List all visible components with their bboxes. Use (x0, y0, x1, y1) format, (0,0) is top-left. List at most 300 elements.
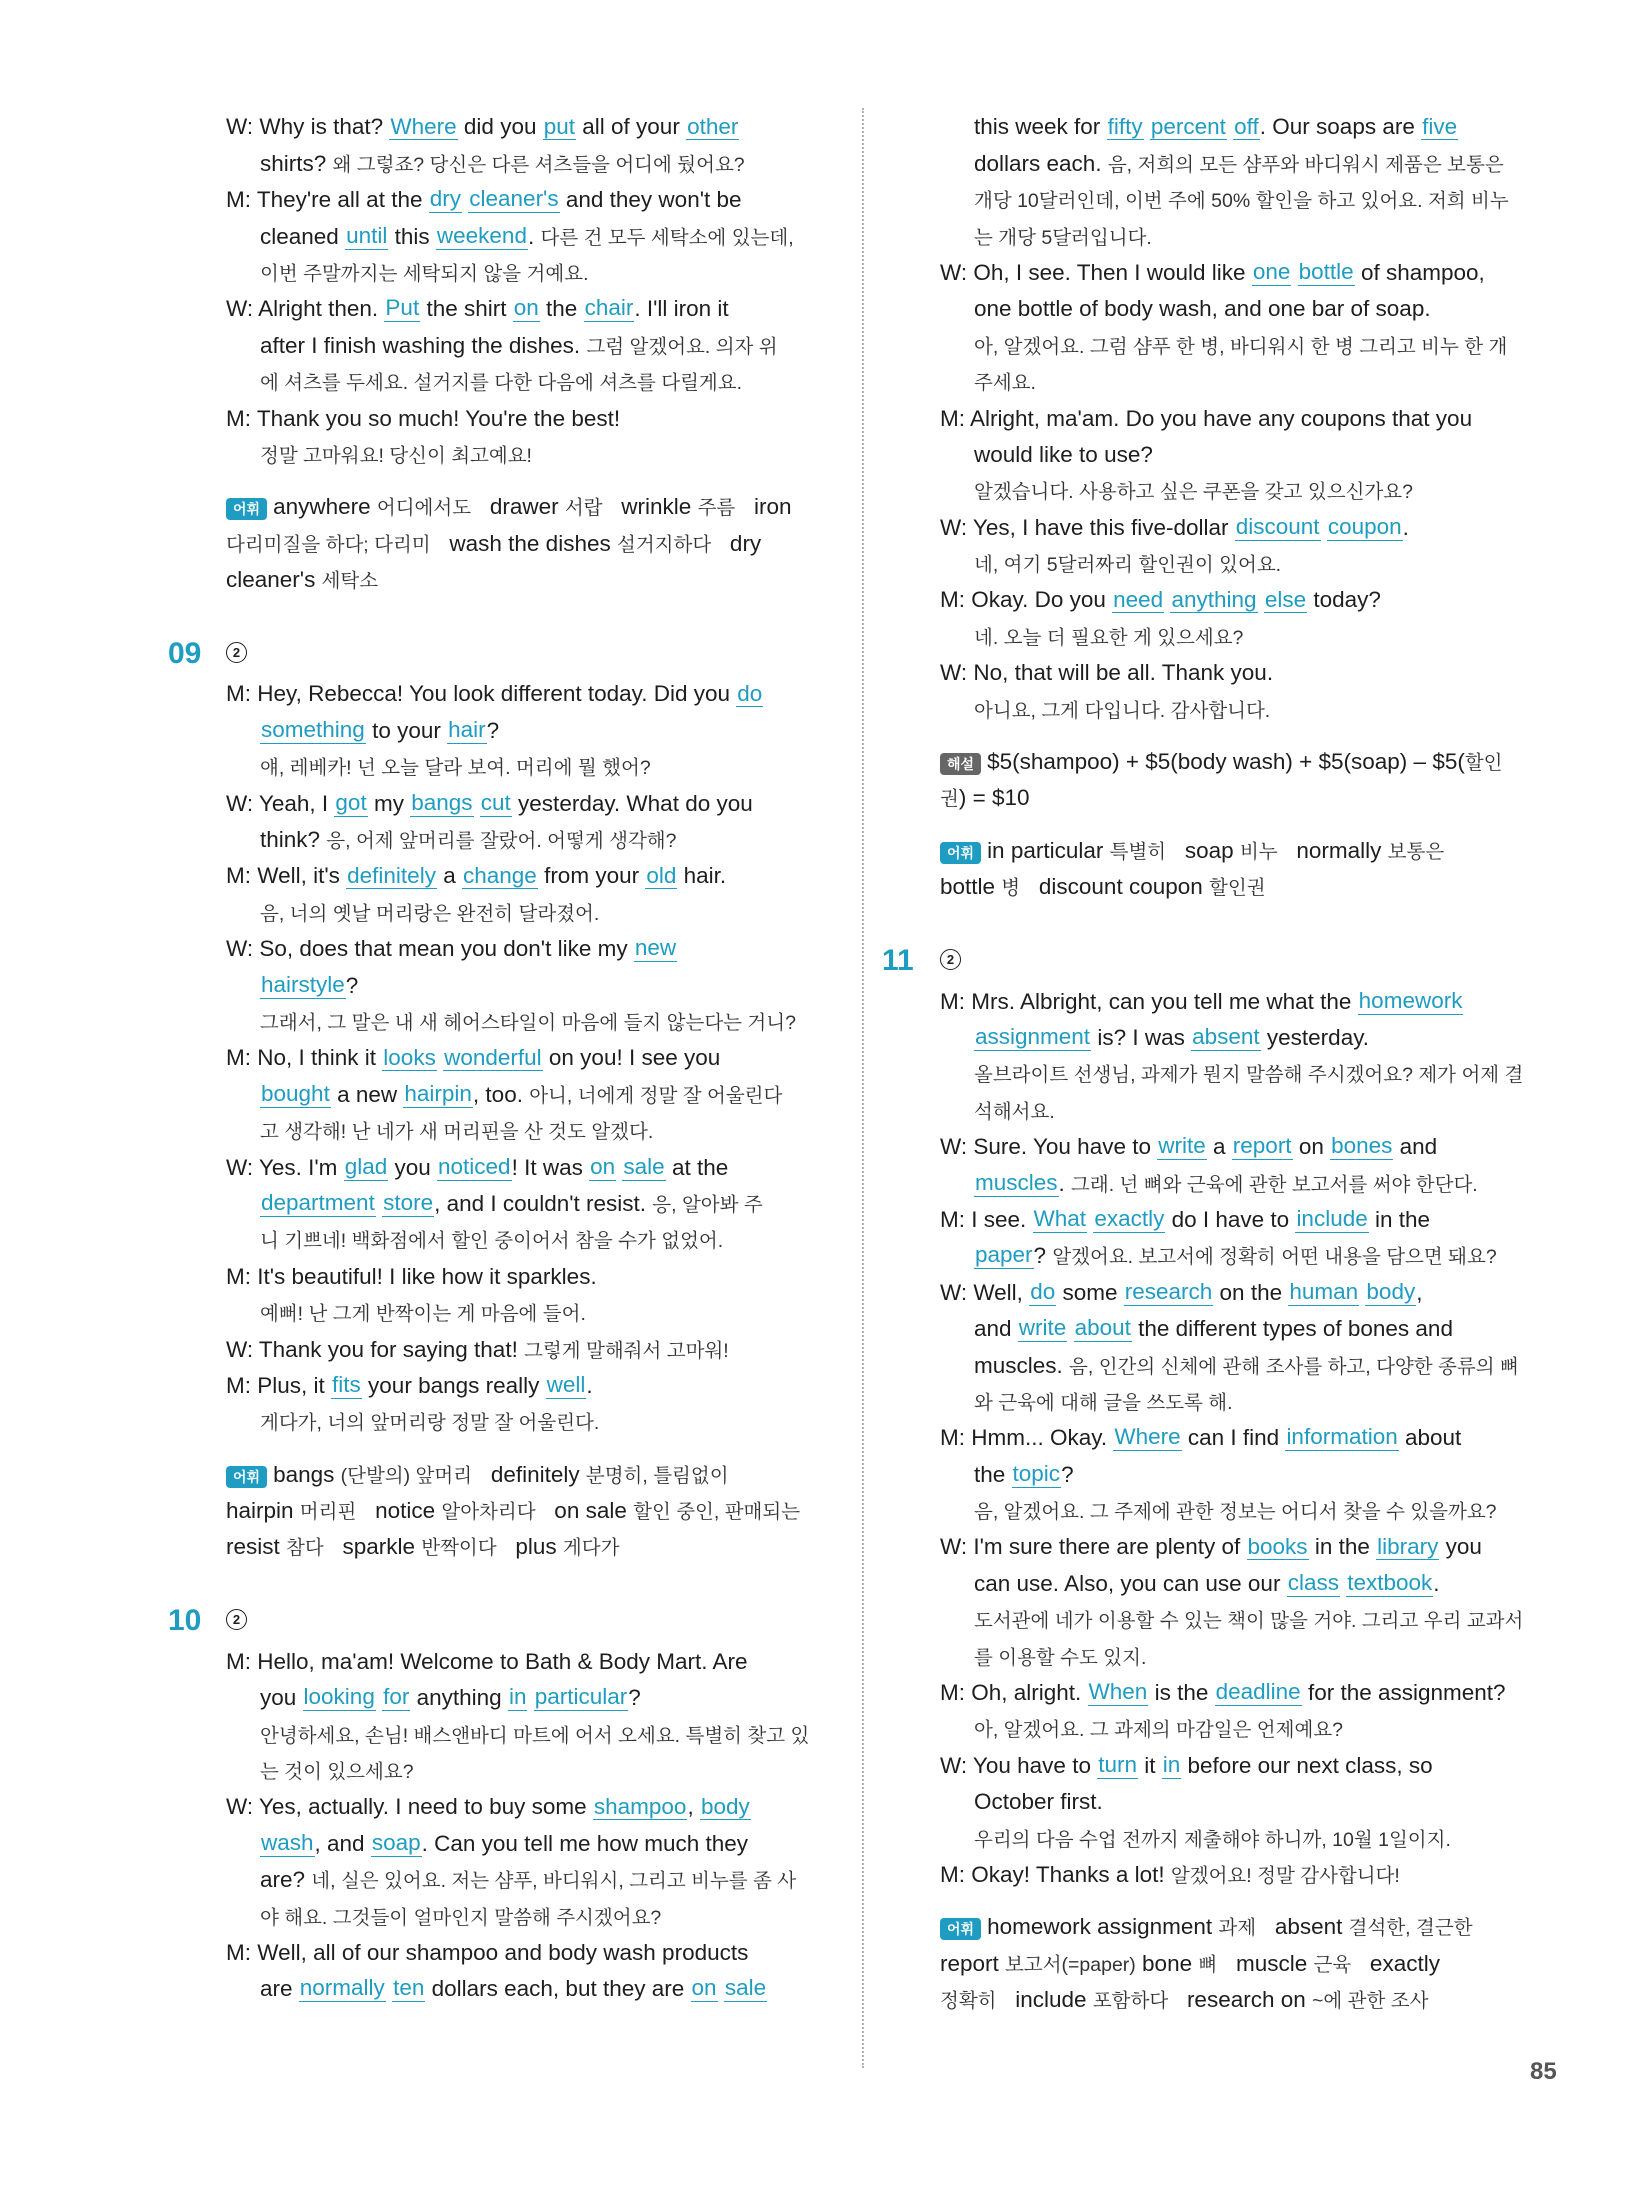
text: 와 근육에 대해 글을 쓰도록 해. (974, 1391, 1233, 1414)
translation-line (940, 1633, 1558, 1669)
text: 네, 여기 5달러짜리 할인권이 있어요. (974, 554, 1282, 577)
dialogue-line (940, 250, 1558, 286)
spacer (940, 811, 1558, 827)
blank-answer: exactly (1094, 1206, 1165, 1232)
text: after I finish washing the dishes. (260, 332, 587, 358)
text: , (687, 1794, 700, 1820)
dialogue-line (940, 775, 1558, 811)
blank-answer: bought (261, 1080, 330, 1106)
korean-text: ~에 관한 조사 (1312, 1990, 1429, 2013)
dialogue-line (940, 827, 1558, 863)
korean-text: 그럼 알겠어요. 의자 위 (586, 335, 778, 358)
dialogue-line (226, 1253, 839, 1289)
text: yesterday. (1260, 1024, 1370, 1050)
text: you (260, 1685, 303, 1711)
dialogue-line (226, 140, 839, 176)
korean-text: 어디에서도 (376, 497, 472, 520)
text: muscle (1217, 1950, 1314, 1976)
dialogue-line (940, 1977, 1558, 2013)
text: $5(shampoo) + $5(body wash) + $5(soap) – $5( (987, 749, 1465, 775)
dialogue-line (226, 1524, 839, 1560)
text: . (586, 1372, 593, 1398)
blank-answer: else (1264, 586, 1307, 612)
text: W: Yeah, I (226, 790, 335, 816)
text: 도서관에 네가 이용할 수 있는 책이 많을 거야. 그리고 우리 교과서 (974, 1610, 1524, 1633)
right-column (882, 104, 1558, 2013)
text: the (539, 296, 584, 322)
text: and (974, 1316, 1018, 1342)
text: is? I was (1091, 1024, 1192, 1050)
blank-answer: write (1158, 1133, 1206, 1159)
question-number: 11 (882, 944, 914, 978)
text: bone (1135, 1950, 1199, 1976)
dialogue-line (226, 286, 839, 322)
text: . (527, 223, 541, 249)
dialogue-line (940, 1197, 1558, 1233)
blank-answer: hair (448, 716, 486, 742)
text: are? (260, 1867, 312, 1893)
blank-answer: sale (623, 1153, 665, 1179)
korean-text: 아니, 너에게 정말 잘 어울린다 (529, 1084, 783, 1107)
text: M: It's beautiful! I like how it sparkles. (226, 1263, 597, 1289)
dialogue-line (940, 1160, 1558, 1196)
dialogue-line (940, 432, 1558, 468)
blank-answer: department (261, 1190, 375, 1216)
text: notice (356, 1498, 442, 1524)
dialogue-line (226, 1144, 839, 1180)
text: W: Yes, actually. I need to buy some (226, 1794, 593, 1820)
blank-answer: particular (534, 1684, 628, 1710)
translation-line (940, 359, 1558, 395)
text: bottle (940, 874, 1002, 900)
text: ? (1061, 1461, 1074, 1487)
blank-answer: fits (332, 1372, 361, 1398)
korean-text: 포함하다 (1092, 1990, 1169, 2013)
text: a (1206, 1134, 1232, 1160)
spacer (940, 1888, 1558, 1904)
dialogue-line (940, 1904, 1558, 1940)
text: anything (410, 1685, 508, 1711)
korean-text: 응, 어제 앞머리를 잘랐어. 어떻게 생각해? (326, 830, 677, 853)
text: W: Yes. I'm (226, 1154, 344, 1180)
blank-answer: looking (303, 1684, 375, 1710)
blank-answer: in (1162, 1751, 1181, 1777)
dialogue-line (226, 484, 839, 520)
blank-answer: muscles (975, 1169, 1058, 1195)
text: from your (537, 863, 646, 889)
text: W: Yes, I have this five-dollar (940, 514, 1235, 540)
dialogue-line (940, 140, 1558, 176)
text: hairpin (226, 1498, 300, 1524)
text: M: Thank you so much! You're the best! (226, 405, 621, 431)
blank-answer: shampoo (593, 1793, 687, 1819)
blank-answer: library (1377, 1533, 1439, 1559)
blank-answer: cut (480, 789, 511, 815)
dialogue-line (226, 520, 839, 556)
dialogue-line (940, 104, 1558, 140)
text: about (1398, 1425, 1462, 1451)
blank-answer: assignment (975, 1024, 1091, 1050)
dialogue-line (940, 286, 1558, 322)
text: M: Plus, it (226, 1372, 332, 1398)
translation-line (226, 889, 839, 925)
blank-answer: bangs (411, 789, 473, 815)
dialogue-line (940, 978, 1558, 1014)
korean-text: 반짝이다 (421, 1537, 497, 1560)
vocab-badge: 어휘 (940, 1918, 981, 1940)
blank-answer: wash (261, 1829, 314, 1855)
korean-text: 서랍 (564, 497, 603, 520)
korean-text: 그렇게 말해줘서 고마워! (524, 1339, 729, 1362)
korean-text: 특별히 (1109, 840, 1167, 863)
blank-answer: Where (390, 113, 457, 139)
text: W: So, does that mean you don't like my (226, 936, 634, 962)
blank-answer: fifty (1107, 113, 1143, 139)
text: 네. 오늘 더 필요한 게 있으세요? (974, 626, 1244, 649)
text: plus (496, 1534, 563, 1560)
korean-text: 뼈 (1198, 1953, 1218, 1976)
dialogue-line (226, 962, 839, 998)
text: 석해서요. (974, 1100, 1055, 1123)
text: is the (1148, 1680, 1215, 1706)
dialogue-line (940, 1940, 1558, 1976)
text: 게다가, 너의 앞머리랑 정말 잘 어울린다. (260, 1412, 600, 1435)
translation-line (226, 744, 839, 780)
blank-answer: about (1074, 1315, 1131, 1341)
blank-answer: on (691, 1975, 717, 2001)
text: 우리의 다음 수업 전까지 제출해야 하니까, 10월 1일이지. (974, 1828, 1451, 1851)
blank-answer: soap (371, 1829, 421, 1855)
blank-answer: definitely (347, 862, 436, 888)
text: M: Hey, Rebecca! You look different today. Did you (226, 681, 737, 707)
dialogue-line (226, 1930, 839, 1966)
text: dollars each, but they are (425, 1976, 691, 2002)
text: you (388, 1154, 438, 1180)
text: one bottle of body wash, and one bar of soap. (974, 296, 1431, 322)
korean-text: 할인 (1464, 752, 1503, 775)
blank-answer: ten (393, 1975, 425, 2001)
text: , and (314, 1830, 371, 1856)
text: and they won't be (559, 187, 742, 213)
answer-choice: 2 (226, 1609, 247, 1630)
text: think? (260, 827, 327, 853)
dialogue-line (226, 926, 839, 962)
spacer (940, 900, 1558, 926)
text: before our next class, so (1181, 1752, 1433, 1778)
blank-answer: glad (344, 1153, 388, 1179)
text: M: Okay! Thanks a lot! (940, 1861, 1171, 1887)
korean-text: 할인권 (1209, 877, 1266, 900)
translation-line (226, 1893, 839, 1929)
text: . I'll iron it (634, 296, 729, 322)
text: in the (1368, 1206, 1431, 1232)
text: ) = $10 (958, 785, 1030, 811)
vocab-badge: 어휘 (940, 842, 981, 864)
dialogue-line (226, 1784, 839, 1820)
translation-line (940, 1379, 1558, 1415)
text: soap (1166, 837, 1240, 863)
blank-answer: chair (584, 295, 634, 321)
text: some (1056, 1279, 1124, 1305)
blank-answer: body (1366, 1278, 1416, 1304)
korean-text: 병 (1001, 877, 1021, 900)
blank-answer: human (1289, 1278, 1359, 1304)
translation-line (940, 213, 1558, 249)
blank-answer: store (383, 1190, 434, 1216)
text: 니 기쁘네! 백화점에서 할인 중이어서 참을 수가 없었어. (260, 1230, 724, 1253)
translation-line (940, 468, 1558, 504)
text: October first. (974, 1789, 1103, 1815)
dialogue-line (226, 780, 839, 816)
text: anywhere (273, 494, 377, 520)
text: M: Mrs. Albright, can you tell me what the (940, 988, 1358, 1014)
korean-text: 참다 (286, 1537, 324, 1560)
answer-choice: 2 (226, 642, 247, 663)
blank-answer: percent (1150, 113, 1226, 139)
text: W: Alright then. (226, 296, 385, 322)
text: . (1433, 1570, 1440, 1596)
blank-answer: report (1232, 1133, 1292, 1159)
text: 개당 10달러인데, 이번 주에 50% 할인을 하고 있어요. 저희 비누 (974, 190, 1509, 213)
blank-answer: topic (1012, 1460, 1061, 1486)
text: hair. (677, 863, 727, 889)
text: W: Why is that? (226, 114, 390, 140)
blank-answer: deadline (1215, 1679, 1301, 1705)
text: cleaner's (226, 567, 322, 593)
text: all of your (576, 114, 687, 140)
dialogue-line (226, 1363, 839, 1399)
question-header (882, 926, 1558, 978)
dialogue-line (940, 504, 1558, 540)
blank-answer: body (700, 1793, 750, 1819)
spacer (226, 593, 839, 619)
blank-answer: information (1286, 1424, 1398, 1450)
dialogue-line (940, 1233, 1558, 1269)
text: a (436, 863, 462, 889)
blank-answer: When (1088, 1679, 1148, 1705)
text: research on (1168, 1987, 1313, 2013)
spacer (940, 723, 1558, 739)
korean-text: 근육 (1313, 1953, 1352, 1976)
text: definitely (472, 1461, 586, 1487)
blank-answer: old (646, 862, 677, 888)
text: this week for (974, 114, 1107, 140)
text: absent (1256, 1914, 1349, 1940)
text: W: No, that will be all. Thank you. (940, 660, 1274, 686)
translation-line (226, 432, 839, 468)
blank-answer: anything (1171, 586, 1257, 612)
text: M: Okay. Do you (940, 587, 1113, 613)
blank-answer: for (383, 1684, 410, 1710)
dialogue-line (226, 104, 839, 140)
text: W: I'm sure there are plenty of (940, 1534, 1247, 1560)
blank-answer: What (1033, 1206, 1087, 1232)
blank-answer: looks (383, 1044, 436, 1070)
text: M: Well, all of our shampoo and body wash products (226, 1939, 749, 1965)
text: the (974, 1461, 1012, 1487)
text: , too. (472, 1081, 530, 1107)
text: M: Hello, ma'am! Welcome to Bath & Body Mart. Are (226, 1648, 748, 1674)
korean-text: 머리핀 (299, 1501, 357, 1524)
dialogue-line (940, 1015, 1558, 1051)
blank-answer: well (546, 1372, 586, 1398)
text: in the (1308, 1534, 1377, 1560)
text: W: Well, (940, 1279, 1030, 1305)
korean-text: (단발의) 앞머리 (340, 1464, 473, 1487)
dialogue-line (226, 557, 839, 593)
text: bangs (273, 1461, 341, 1487)
text: the different types of bones and (1131, 1316, 1453, 1342)
dialogue-line (226, 1035, 839, 1071)
text: it (1138, 1752, 1162, 1778)
text: ? (1033, 1243, 1053, 1269)
blank-answer: bones (1331, 1133, 1393, 1159)
text: my (367, 790, 411, 816)
dialogue-line (940, 577, 1558, 613)
korean-text: 설거지하다 (616, 533, 712, 556)
text: 고 생각해! 난 네가 새 머리핀을 산 것도 알겠다. (260, 1121, 654, 1144)
dialogue-line (226, 707, 839, 743)
dialogue-line (226, 1857, 839, 1893)
dialogue-line (226, 1675, 839, 1711)
dialogue-line (226, 213, 839, 249)
blank-answer: off (1234, 113, 1259, 139)
text: the shirt (420, 296, 513, 322)
korean-text: 주름 (697, 497, 736, 520)
dialogue-line (940, 864, 1558, 900)
text: iron (735, 494, 792, 520)
blank-answer: change (462, 862, 537, 888)
korean-text: 음, 저희의 모든 샴푸와 바디워시 제품은 보통은 (1107, 153, 1504, 176)
translation-line (940, 686, 1558, 722)
blank-answer: Put (385, 295, 420, 321)
korean-text: 게다가 (562, 1537, 620, 1560)
blank-answer: paper (975, 1242, 1033, 1268)
text: , and I couldn't resist. (434, 1190, 653, 1216)
translation-line (226, 999, 839, 1035)
translation-line (226, 1711, 839, 1747)
translation-line (226, 250, 839, 286)
korean-text: 그래. 넌 뼈와 근육에 관한 보고서를 써야 한단다. (1071, 1173, 1478, 1196)
translation-line (940, 541, 1558, 577)
explanation-badge: 해설 (940, 753, 981, 775)
blank-answer: hairpin (404, 1080, 472, 1106)
text: normally (1277, 837, 1388, 863)
text: in particular (987, 837, 1110, 863)
dialogue-line (226, 817, 839, 853)
text: a new (330, 1081, 404, 1107)
text: 아니요, 그게 다입니다. 감사합니다. (974, 699, 1271, 722)
dialogue-line (226, 1638, 839, 1674)
text: would like to use? (974, 441, 1153, 467)
question-number: 10 (168, 1604, 202, 1638)
text: . (1058, 1170, 1072, 1196)
blank-answer: textbook (1347, 1569, 1433, 1595)
blank-answer: other (687, 113, 739, 139)
text: 를 이용할 수도 있지. (974, 1646, 1147, 1669)
text: 안녕하세요, 손님! 배스앤바디 마트에 어서 오세요. 특별히 찾고 있 (260, 1724, 810, 1747)
dialogue-line (226, 1181, 839, 1217)
text: dollars each. (974, 150, 1108, 176)
dialogue-line (940, 1560, 1558, 1596)
text: report (940, 1950, 1006, 1976)
blank-answer: five (1422, 113, 1458, 139)
text: on the (1213, 1279, 1289, 1305)
text: 음, 너의 옛날 머리랑은 완전히 달라졌어. (260, 902, 600, 925)
dialogue-line (940, 395, 1558, 431)
blank-answer: hairstyle (261, 971, 345, 997)
text: M: I see. (940, 1206, 1033, 1232)
dialogue-line (940, 1124, 1558, 1160)
text: exactly (1351, 1950, 1440, 1976)
vocab-badge: 어휘 (226, 498, 267, 520)
korean-text: 알겠어요! 정말 감사합니다! (1170, 1864, 1400, 1887)
dialogue-line (226, 1966, 839, 2002)
question-header (168, 1586, 839, 1638)
text: are (260, 1976, 299, 2002)
text: ? (628, 1685, 641, 1711)
blank-answer: on (590, 1153, 616, 1179)
text: on sale (535, 1498, 634, 1524)
text: cleaned (260, 223, 346, 249)
text: drawer (471, 494, 565, 520)
translation-line (226, 1290, 839, 1326)
korean-text: 보고서(=paper) (1005, 1953, 1136, 1976)
korean-text: 네, 실은 있어요. 저는 샴푸, 바디워시, 그리고 비누를 좀 사 (311, 1870, 797, 1893)
text: . Our soaps are (1259, 114, 1422, 140)
text: W: Oh, I see. Then I would like (940, 259, 1252, 285)
dialogue-line (226, 1820, 839, 1856)
blank-answer: got (335, 789, 367, 815)
dialogue-line (940, 739, 1558, 775)
question-number: 09 (168, 637, 202, 671)
dialogue-line (226, 177, 839, 213)
text: today? (1307, 587, 1381, 613)
text: 올브라이트 선생님, 과제가 뭔지 말씀해 주시겠어요? 제가 어제 결 (974, 1064, 1524, 1087)
blank-answer: put (543, 113, 576, 139)
text: M: No, I think it (226, 1045, 383, 1071)
korean-text: 음, 인간의 신체에 관해 조사를 하고, 다양한 종류의 뼈 (1069, 1355, 1519, 1378)
dialogue-line (940, 1524, 1558, 1560)
blank-answer: write (1018, 1315, 1067, 1341)
blank-answer: on (513, 295, 539, 321)
text: 이번 주말까지는 세탁되지 않을 거예요. (260, 262, 589, 285)
translation-line (940, 1597, 1558, 1633)
text: M: Hmm... Okay. (940, 1425, 1114, 1451)
blank-answer: need (1113, 586, 1164, 612)
text: M: Well, it's (226, 863, 347, 889)
dialogue-line (226, 853, 839, 889)
text: dry (711, 530, 762, 556)
translation-line (226, 1748, 839, 1784)
spacer (226, 468, 839, 484)
text: yesterday. What do you (511, 790, 753, 816)
text: can I find (1181, 1425, 1286, 1451)
korean-text: 할인 중인, 판매되는 (633, 1501, 801, 1524)
blank-answer: include (1296, 1206, 1368, 1232)
text: M: They're all at the (226, 187, 429, 213)
translation-line (940, 613, 1558, 649)
translation-line (940, 1488, 1558, 1524)
dialogue-line (940, 1415, 1558, 1451)
blank-answer: sale (724, 1975, 767, 2001)
text: 아, 알겠어요. 그 과제의 마감일은 언제예요? (974, 1719, 1343, 1742)
blank-answer: turn (1098, 1751, 1137, 1777)
blank-answer: Where (1114, 1424, 1181, 1450)
text: W: You have to (940, 1752, 1098, 1778)
dialogue-line (940, 1269, 1558, 1305)
translation-line (940, 1706, 1558, 1742)
